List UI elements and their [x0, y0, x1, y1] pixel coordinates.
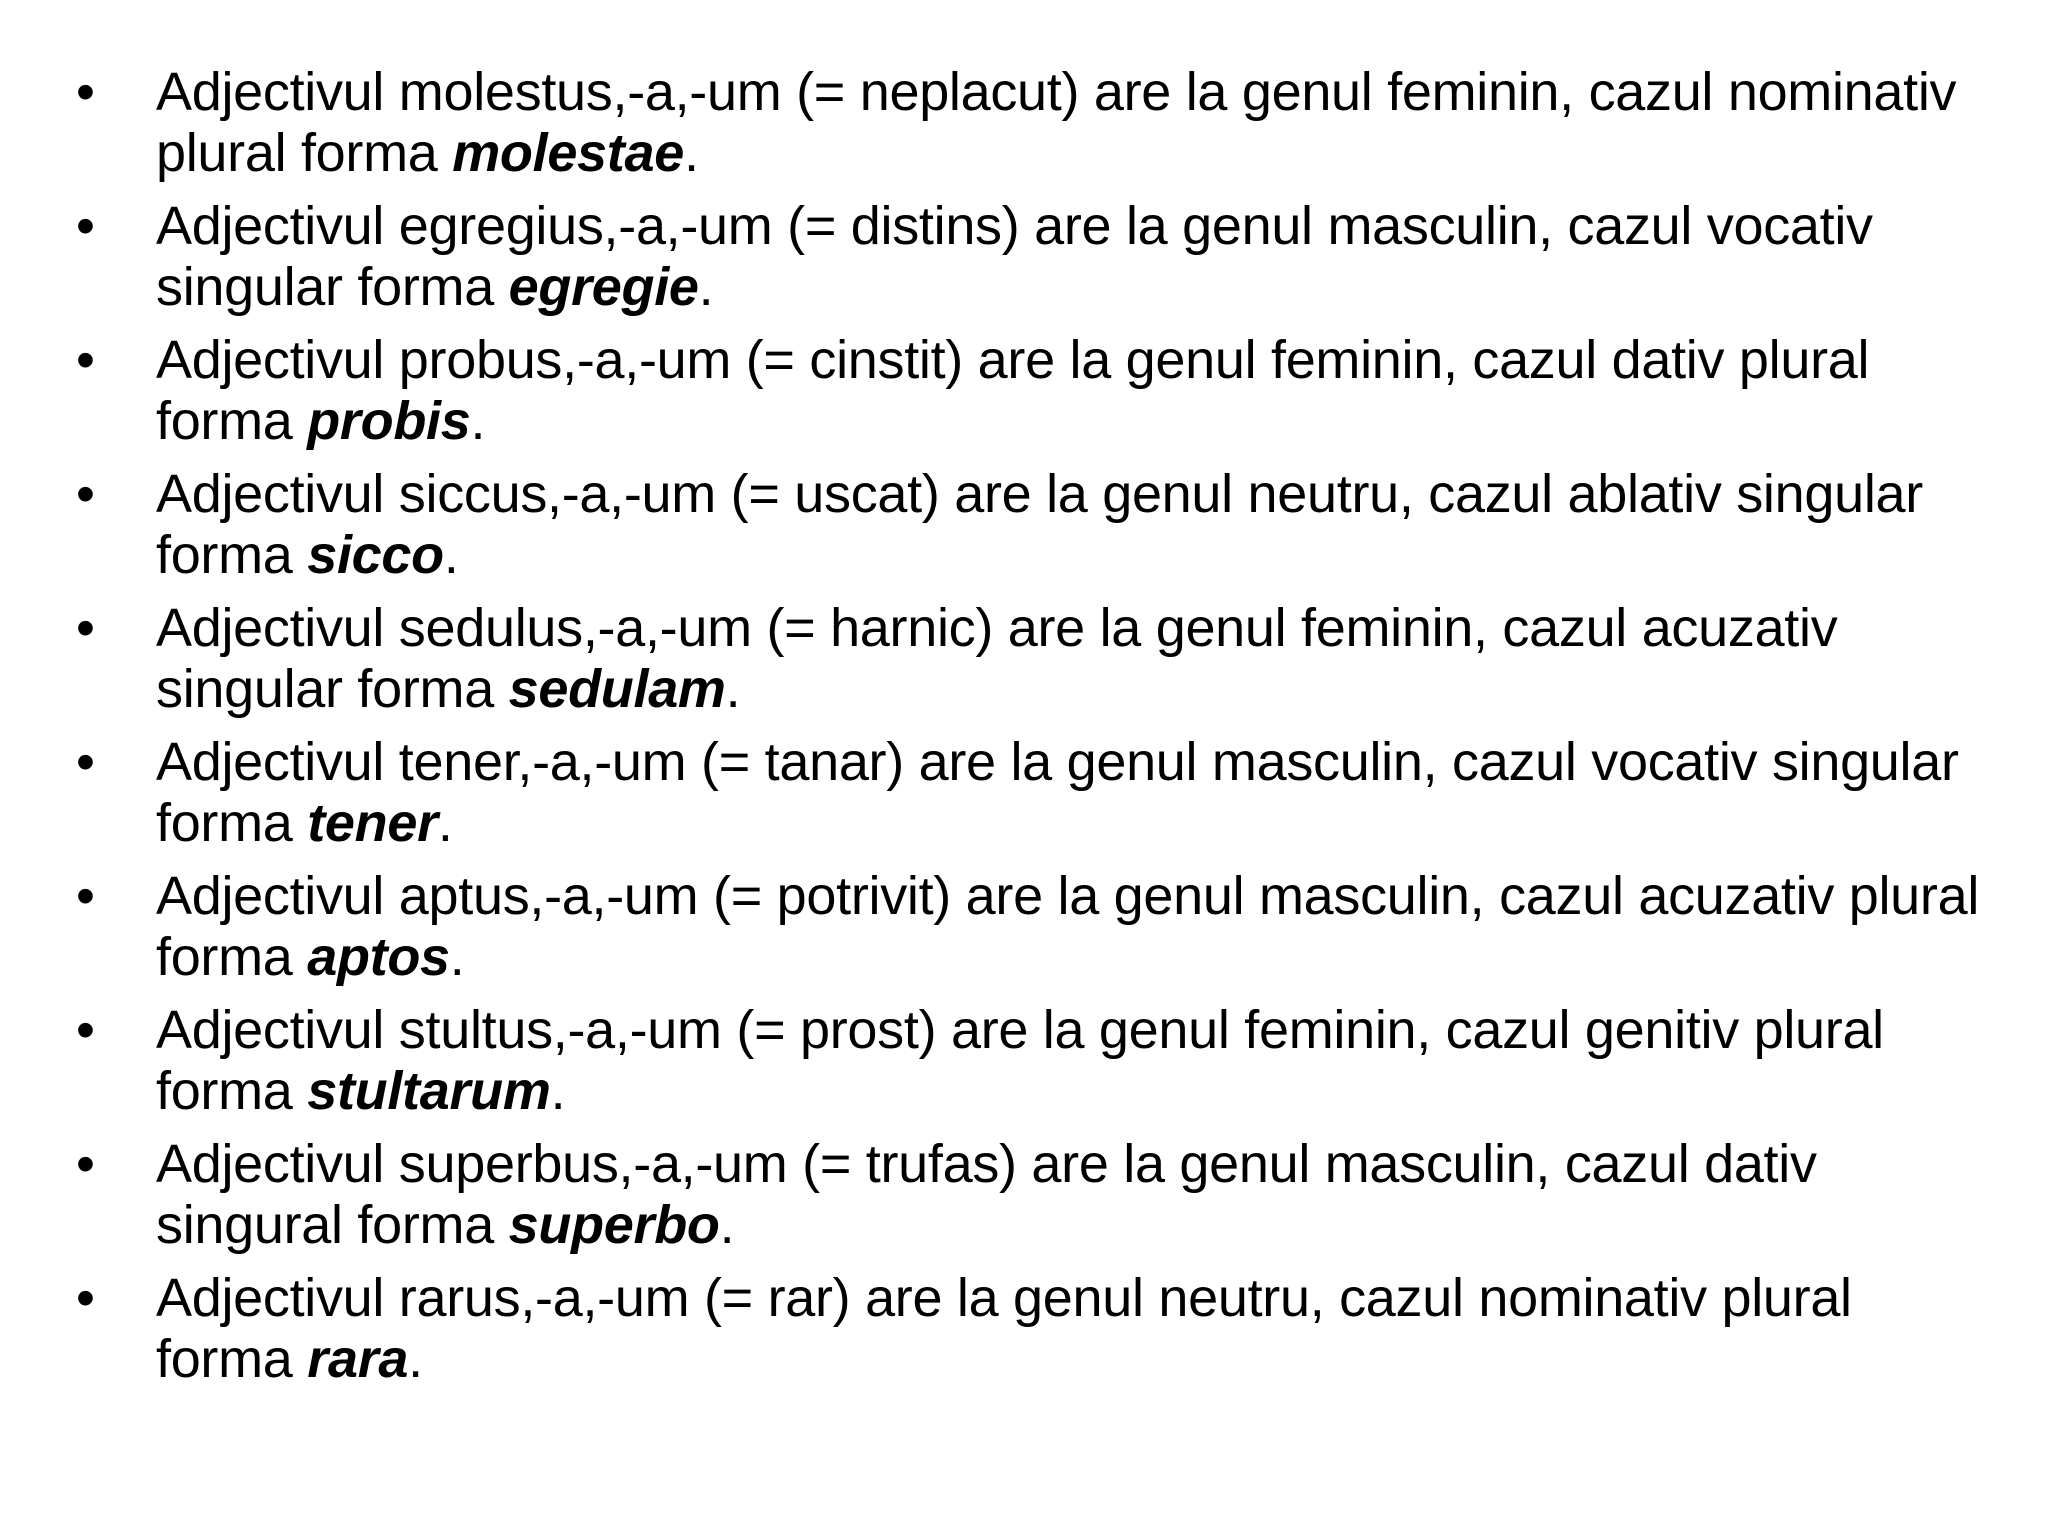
- item-end: .: [449, 927, 465, 987]
- bullet-icon: •: [76, 330, 95, 390]
- item-end: .: [437, 793, 453, 853]
- item-form: sedulam: [508, 659, 726, 719]
- item-form: sicco: [307, 525, 444, 585]
- list-item: [72, 1268, 2002, 1390]
- item-form: rara: [307, 1329, 409, 1389]
- item-end: .: [719, 1195, 735, 1255]
- bullet-icon: •: [76, 598, 95, 658]
- item-form: egregie: [508, 257, 699, 317]
- list-item: [72, 196, 2002, 318]
- list-item: [72, 598, 2002, 720]
- item-form: tener: [307, 793, 438, 853]
- item-text: Adjectivul molestus,-a,-um (= neplacut) are la genul feminin, cazul nominativ plural forma: [156, 62, 1957, 183]
- item-text: Adjectivul stultus,-a,-um (= prost) are la genul feminin, cazul genitiv plural forma: [156, 1000, 1884, 1121]
- list-item: [72, 330, 2002, 452]
- item-text: Adjectivul rarus,-a,-um (= rar) are la genul neutru, cazul nominativ plural forma: [156, 1268, 1852, 1389]
- item-text: Adjectivul superbus,-a,-um (= trufas) are la genul masculin, cazul dativ singural forma: [156, 1134, 1817, 1255]
- bullet-list: [72, 62, 2002, 1402]
- list-item: [72, 1000, 2002, 1122]
- item-end: .: [725, 659, 741, 719]
- bullet-icon: •: [76, 62, 95, 122]
- item-text: Adjectivul probus,-a,-um (= cinstit) are la genul feminin, cazul dativ plural forma: [156, 330, 1870, 451]
- item-text: Adjectivul aptus,-a,-um (= potrivit) are la genul masculin, cazul acuzativ plural forma: [156, 866, 1980, 987]
- item-end: .: [443, 525, 459, 585]
- item-form: aptos: [307, 927, 450, 987]
- item-form: stultarum: [307, 1061, 551, 1121]
- item-form: superbo: [508, 1195, 720, 1255]
- item-end: .: [550, 1061, 566, 1121]
- bullet-icon: •: [76, 732, 95, 792]
- bullet-icon: •: [76, 1134, 95, 1194]
- item-end: .: [470, 391, 486, 451]
- bullet-icon: •: [76, 866, 95, 926]
- item-end: .: [408, 1329, 423, 1389]
- bullet-icon: •: [76, 196, 95, 256]
- item-form: probis: [307, 391, 471, 451]
- list-item: [72, 866, 2002, 988]
- list-item: [72, 732, 2002, 854]
- item-end: .: [698, 257, 714, 317]
- list-item: [72, 464, 2002, 586]
- item-end: .: [683, 123, 699, 183]
- item-text: Adjectivul sedulus,-a,-um (= harnic) are la genul feminin, cazul acuzativ singular forma: [156, 598, 1838, 719]
- bullet-icon: •: [76, 1000, 95, 1060]
- item-text: Adjectivul tener,-a,-um (= tanar) are la genul masculin, cazul vocativ singular forma: [156, 732, 1959, 853]
- bullet-icon: •: [76, 464, 95, 524]
- item-text: Adjectivul siccus,-a,-um (= uscat) are la genul neutru, cazul ablativ singular forma: [156, 464, 1923, 585]
- item-form: molestae: [452, 123, 684, 183]
- item-text: Adjectivul egregius,-a,-um (= distins) are la genul masculin, cazul vocativ singular forma: [156, 196, 1873, 317]
- bullet-icon: •: [76, 1268, 95, 1328]
- list-item: [72, 1134, 2002, 1256]
- list-item: [72, 62, 2002, 184]
